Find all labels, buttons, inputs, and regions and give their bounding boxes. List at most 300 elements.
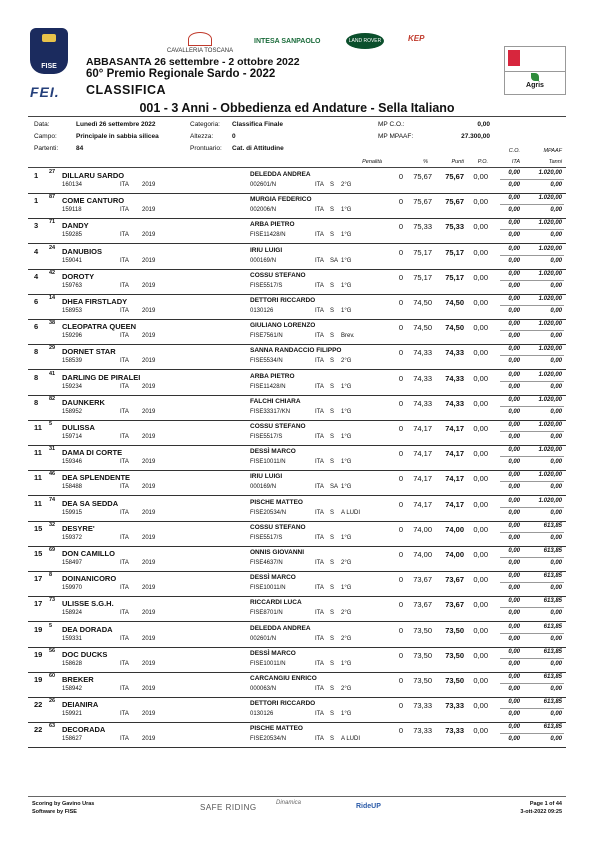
horse-nation: ITA [120,383,129,390]
rider-category: S [330,585,335,592]
bib-number: 46 [49,471,56,478]
penalty: 0 [398,373,403,383]
ita-prize: 0,00 [508,610,520,617]
co-prize: 0,00 [508,296,520,302]
date-label: Data: [34,121,50,128]
rider-grade: 1°G [341,282,352,289]
table-row [28,395,566,421]
horse-nation: ITA [120,308,129,314]
po-value: 0,00 [473,222,488,232]
mpaaf-prize: 613,85 [543,674,562,680]
rank: 4 [34,271,39,281]
tanni-prize: 0,00 [550,232,562,239]
points: 74,17 [445,499,464,509]
co-prize: 0,00 [508,245,520,252]
ita-prize: 0,00 [508,585,520,592]
horse-name: DECORADA [62,725,106,735]
rider-grade: 1°G [341,408,352,415]
horse-name: DHEA FIRSTLADY [62,297,128,306]
rider-license: FISE4637/N [250,560,283,566]
percentage: 75,67 [413,197,432,207]
rider-grade: 2°G [341,560,352,566]
rider-grade: Brev. [341,333,355,340]
penalty: 0 [398,323,403,333]
ita-prize: 0,00 [508,358,520,365]
rider-nation: ITA [315,585,324,592]
rider-grade: 1°G [341,207,352,214]
horse-id: 159346 [62,459,83,466]
ita-prize: 0,00 [508,459,520,466]
rank: 17 [34,574,43,584]
po-value: 0,00 [473,676,488,685]
points: 74,17 [445,424,464,433]
rider-nation: ITA [315,560,324,566]
horse-name: DAMA DI CORTE [62,448,123,458]
sponsor-cavalleria-toscana [160,32,240,54]
altezza-value: 0 [232,133,236,140]
percentage: 74,33 [413,373,432,383]
tanni-prize: 0,00 [550,282,562,289]
table-row [28,697,566,723]
horse-name: DON CAMILLO [62,549,115,558]
tanni-prize: 0,00 [550,711,562,718]
rider-nation: ITA [315,484,324,491]
horse-id: 159296 [62,333,83,340]
sponsor-agris-label: Agris [526,82,544,89]
leaf-icon [531,73,539,81]
rider-nation: ITA [315,383,324,390]
software-credit: Software by FISE [32,809,77,815]
rank: 1 [34,196,39,206]
col-penalita: Penalità [362,159,382,165]
scoring-credit: Scoring by Gavino Uras [32,801,95,807]
horse-name: DEA DORADA [62,624,113,634]
co-prize: 0,00 [508,346,520,353]
ita-prize: 0,00 [508,686,520,692]
penalty: 0 [398,550,403,559]
rider-nation: ITA [315,182,324,188]
mpaaf-prize: 613,85 [543,623,562,630]
co-prize: 0,00 [508,447,520,454]
crown-icon [42,34,56,42]
bib-number: 24 [49,244,56,251]
bib-number: 31 [49,446,56,453]
table-row [28,647,566,673]
penalty: 0 [398,676,403,685]
horse-name: DEA SA SEDDA [62,498,119,508]
tanni-prize: 0,00 [550,308,562,314]
rider-grade: 1°G [341,711,352,718]
horse-nation: ITA [120,434,129,440]
penalty: 0 [398,625,403,635]
rank: 4 [34,246,39,256]
ita-prize: 0,00 [508,333,520,340]
document-type: CLASSIFICA [86,83,166,97]
rider-category: S [330,383,335,390]
po-value: 0,00 [473,272,488,282]
co-prize: 0,00 [508,170,520,176]
percentage: 73,67 [413,600,432,610]
horse-id: 159714 [62,434,83,440]
horse-name: DEA SPLENDENTE [62,473,131,483]
rider-nation: ITA [315,660,324,667]
percentage: 74,17 [413,499,432,509]
rank: 11 [34,473,42,483]
rider-category: S [330,182,335,188]
prize-divider [500,355,564,356]
rider-nation: ITA [315,358,324,365]
rider-license: FISE10011/N [250,660,286,667]
bib-number: 82 [49,395,56,402]
percentage: 75,17 [413,272,432,282]
horse-nation: ITA [120,358,129,365]
rider-category: S [330,534,335,541]
rider-nation: ITA [315,610,324,617]
points: 73,50 [445,650,464,660]
po-value: 0,00 [473,575,488,585]
horse-nation: ITA [120,585,129,592]
rider-grade: 2°G [341,610,352,617]
sponsor-kep: KEP [408,34,425,43]
po-value: 0,00 [473,247,488,257]
percentage: 74,00 [413,550,432,559]
table-row [28,370,566,396]
sponsor-regione-sardegna [504,46,566,72]
rider-nation: ITA [315,686,324,692]
horse-year: 2019 [142,736,156,743]
bib-number: 14 [49,295,56,301]
po-value: 0,00 [473,373,488,383]
rider-grade: A LUDI [341,736,361,743]
tanni-prize: 0,00 [550,484,562,491]
horse-year: 2019 [142,610,156,617]
table-row [28,470,566,496]
rider-nation: ITA [315,333,324,340]
prize-divider [500,481,564,482]
rider-license: 000169/N [250,484,277,491]
co-prize: 0,00 [508,270,520,277]
rider-name: RICCARDI LUCA [250,599,302,607]
tanni-prize: 0,00 [550,635,562,642]
prize-divider [500,179,564,180]
rider-name: GIULIANO LORENZO [250,322,316,330]
rank: 19 [34,624,43,634]
horse-year: 2019 [142,534,156,541]
print-timestamp: 3-ott-2022 09:25 [520,809,562,815]
horse-id: 158539 [62,358,83,365]
penalty: 0 [398,474,403,484]
rider-name: SANNA RANDACCIO FILIPPO [250,347,342,355]
po-value: 0,00 [473,197,488,207]
po-value: 0,00 [473,625,488,635]
table-row [28,269,566,295]
horse-nation: ITA [120,686,129,692]
tanni-prize: 0,00 [550,434,562,440]
po-value: 0,00 [473,474,488,484]
horse-name: DILLARU SARDO [62,171,125,180]
rider-category: S [330,560,335,566]
rank: 22 [34,700,43,710]
po-value: 0,00 [473,726,488,736]
campo-value: Principale in sabbia silicea [76,133,159,140]
rider-grade: 1°G [341,534,352,541]
mpaaf-prize: 613,85 [543,724,562,731]
rider-category: S [330,358,335,365]
horse-name: COME CANTURO [62,196,125,206]
rider-grade: A LUDI [341,509,361,516]
horse-nation: ITA [120,333,129,340]
rider-name: DELEDDA ANDREA [250,171,311,178]
horse-nation: ITA [120,459,129,466]
rider-name: COSSU STEFANO [250,523,306,531]
horse-id: 158953 [62,308,83,314]
percentage: 75,17 [413,247,432,257]
horse-nation: ITA [120,408,129,415]
table-row [28,244,566,270]
rider-license: FISE7561/N [250,333,283,340]
horse-year: 2019 [142,207,156,214]
rider-grade: 1°G [341,585,352,592]
mpaaf-prize: 613,85 [543,648,562,655]
rank: 11 [34,423,42,432]
horse-id: 158942 [62,686,83,692]
bib-number: 74 [49,496,56,503]
horse-year: 2019 [142,635,156,642]
horse-id: 159041 [62,257,83,264]
horse-year: 2019 [142,585,156,592]
points: 74,00 [445,550,464,559]
rider-license: FISE8701/N [250,610,283,617]
rider-name: ONNIS GIOVANNI [250,549,305,556]
bib-number: 8 [49,572,53,579]
rider-category: S [330,408,335,415]
horse-id: 159331 [62,635,83,642]
rider-name: IRIU LUIGI [250,246,283,254]
horse-year: 2019 [142,333,156,340]
prize-divider [500,532,564,533]
rider-name: DELEDDA ANDREA [250,624,311,632]
horse-name: DOINANICORO [62,574,117,584]
horse-nation: ITA [120,560,129,566]
horse-nation: ITA [120,207,129,214]
co-prize: 0,00 [508,422,520,428]
co-prize: 0,00 [508,472,520,479]
bib-number: 42 [49,269,56,276]
ita-prize: 0,00 [508,207,520,214]
mpaaf-prize: 1.020,00 [538,245,562,252]
penalty: 0 [398,348,403,358]
horse-year: 2019 [142,232,156,239]
po-value: 0,00 [473,550,488,559]
horse-year: 2019 [142,484,156,491]
rider-name: PISCHE MATTEO [250,725,303,733]
horse-id: 159234 [62,383,83,390]
percentage: 73,50 [413,650,432,660]
co-prize: 0,00 [508,371,520,378]
ita-prize: 0,00 [508,560,520,566]
horse-name: CLEOPATRA QUEEN [62,322,137,332]
category-label: Categoria: [190,121,220,128]
po-value: 0,00 [473,398,488,408]
prize-divider [500,557,564,558]
rider-nation: ITA [315,282,324,289]
rider-license: 002601/N [250,182,277,188]
prize-divider [500,280,564,281]
col-mpaaf: MPAAF [543,148,562,154]
sponsor-land-rover: LAND ROVER [346,33,384,49]
points: 75,17 [445,272,464,282]
bib-number: 63 [49,723,56,730]
rank: 22 [34,725,43,735]
bib-number: 41 [49,370,56,377]
tanni-prize: 0,00 [550,560,562,566]
tanni-prize: 0,00 [550,257,562,264]
horse-nation: ITA [120,660,129,667]
table-row [28,168,566,194]
table-row [28,319,566,345]
partenti-label: Partenti: [34,145,59,152]
horse-name: DEIANIRA [62,700,99,710]
mpaaf-prize: 1.020,00 [538,270,562,277]
fei-logo: FEI. [30,84,60,100]
rider-category: S [330,509,335,516]
ita-prize: 0,00 [508,182,520,188]
points: 73,33 [445,726,464,736]
horse-id: 159921 [62,711,83,718]
rider-grade: 2°G [341,686,352,692]
horse-year: 2019 [142,459,156,466]
percentage: 74,50 [413,298,432,307]
rider-grade: 1°G [341,308,352,314]
percentage: 73,33 [413,726,432,736]
mpaaf-prize: 613,85 [543,699,562,706]
po-value: 0,00 [473,600,488,610]
rank: 19 [34,649,43,659]
percentage: 74,17 [413,424,432,433]
ita-prize: 0,00 [508,484,520,491]
col-po: P.O. [477,159,488,165]
co-prize: 0,00 [508,396,520,403]
rider-name: COSSU STEFANO [250,271,306,279]
rider-license: FISE5517/S [250,282,283,289]
tanni-prize: 0,00 [550,408,562,415]
competition-title: 001 - 3 Anni - Obbedienza ed Andature - Sella Italiano [139,101,455,115]
prize-divider [500,658,564,659]
points: 74,50 [445,323,464,333]
ita-prize: 0,00 [508,257,520,264]
event-title: 60° Premio Regionale Sardo - 2022 [86,68,276,80]
category-value: Classifica Finale [232,121,283,128]
mpaaf-prize: 1.020,00 [538,497,562,504]
ita-prize: 0,00 [508,711,520,718]
sardinia-crest-icon [508,50,520,66]
horse-id: 159915 [62,509,83,516]
rider-license: 002006/N [250,207,277,214]
rider-grade: 2°G [341,182,352,188]
penalty: 0 [398,524,403,534]
sponsor-cavalleria-label: CAVALLERIA TOSCANA [166,48,234,54]
rider-nation: ITA [315,459,324,466]
bib-number: 5 [49,421,53,427]
rider-license: FISE5534/N [250,358,283,365]
prontuario-label: Prontuario: [190,145,222,152]
co-prize: 0,00 [508,648,520,655]
horse-id: 159285 [62,232,83,239]
rider-name: ARBA PIETRO [250,221,295,229]
co-prize: 0,00 [508,699,520,706]
horse-name: DANDY [62,221,89,231]
bib-number: 38 [49,320,56,327]
table-row [28,622,566,648]
altezza-label: Altezza: [190,133,214,140]
po-value: 0,00 [473,650,488,660]
rider-grade: 2°G [341,635,352,642]
points: 74,17 [445,449,464,459]
co-prize: 0,00 [508,321,520,328]
rider-nation: ITA [315,408,324,415]
penalty: 0 [398,298,403,307]
ita-prize: 0,00 [508,308,520,314]
percentage: 74,17 [413,474,432,484]
po-value: 0,00 [473,701,488,711]
horse-year: 2019 [142,282,156,289]
rider-license: 002601/N [250,635,277,642]
rider-name: COSSU STEFANO [250,423,306,430]
percentage: 74,50 [413,323,432,333]
horseshoe-icon [188,32,212,46]
rank: 8 [34,347,39,357]
horse-nation: ITA [120,484,129,491]
points: 74,33 [445,348,464,358]
po-value: 0,00 [473,348,488,358]
bib-number: 87 [49,194,56,201]
table-row [28,294,566,320]
penalty: 0 [398,726,403,736]
tanni-prize: 0,00 [550,459,562,466]
rider-name: DESSÌ MARCO [250,448,296,456]
mpaaf-prize: 1.020,00 [538,195,562,202]
ita-prize: 0,00 [508,282,520,289]
rider-category: S [330,686,335,692]
prize-divider [500,507,564,508]
horse-logo: Dinamica [276,800,302,806]
mpaaf-prize: 613,85 [543,598,562,605]
tanni-prize: 0,00 [550,207,562,214]
penalty: 0 [398,701,403,711]
rider-name: MURGIA FEDERICO [250,196,312,204]
rider-name: FALCHI CHIARA [250,397,301,405]
mp-mpaaf-value: 27.300,00 [461,133,490,140]
horse-nation: ITA [120,711,129,718]
tanni-prize: 0,00 [550,534,562,541]
prize-divider [500,204,564,205]
penalty: 0 [398,197,403,207]
rider-license: 000169/N [250,257,277,264]
points: 73,67 [445,575,464,585]
rank: 6 [34,322,39,332]
rider-nation: ITA [315,434,324,440]
bib-number: 29 [49,345,56,352]
horse-year: 2019 [142,434,156,440]
rank: 11 [34,498,42,508]
partenti-value: 84 [76,145,84,152]
co-prize: 0,00 [508,623,520,630]
mpaaf-prize: 1.020,00 [538,422,562,428]
horse-year: 2019 [142,383,156,390]
bib-number: 5 [49,622,53,629]
table-row [28,672,566,698]
horse-nation: ITA [120,232,129,239]
